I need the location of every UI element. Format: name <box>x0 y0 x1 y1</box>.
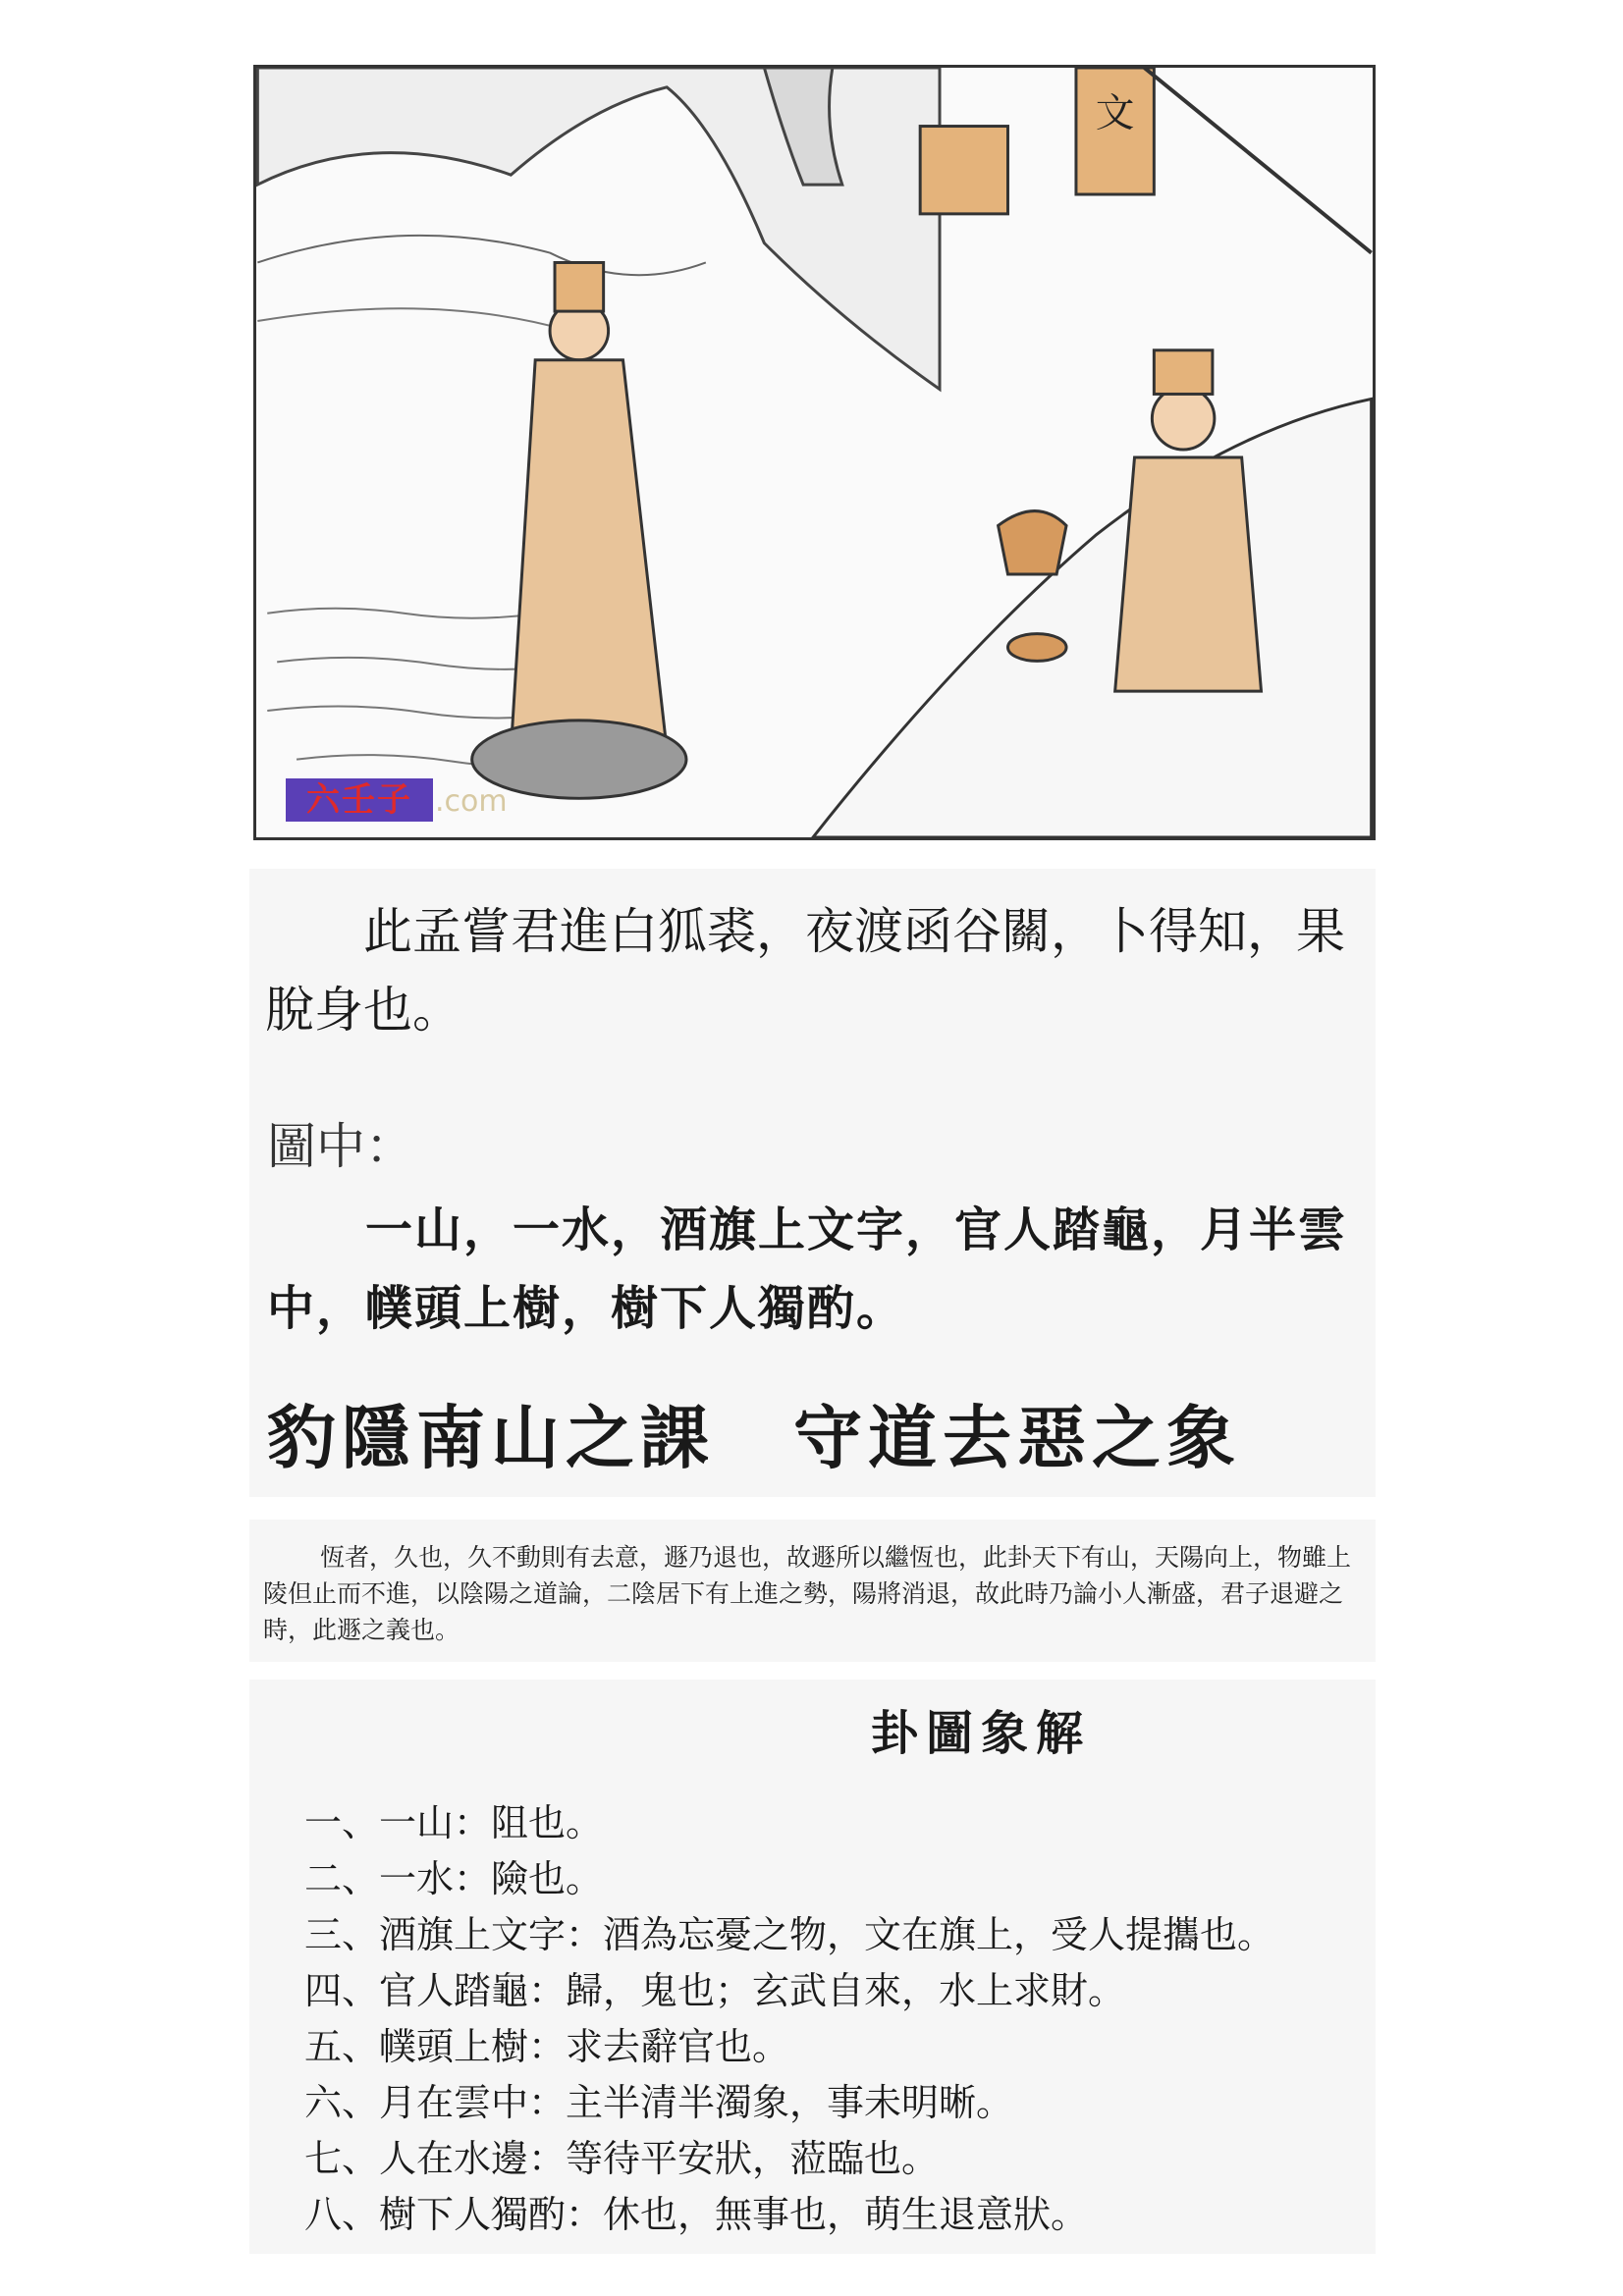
list-item: 六、月在雲中：主半清半濁象，事未明晰。 <box>304 2081 1014 2124</box>
list-item: 一、一山：阻也。 <box>304 1801 604 1844</box>
figure-description: 一山，一水，酒旗上文字，官人踏龜，月半雲中，幞頭上樹，樹下人獨酌。 <box>267 1202 1348 1336</box>
story-panel <box>249 869 1376 1497</box>
list-item: 二、一水：險也。 <box>304 1857 604 1900</box>
story-illustration <box>253 65 1376 840</box>
divination-title <box>267 1394 1367 1482</box>
list-item: 四、官人踏龜：歸，鬼也；玄武自來，水上求財。 <box>304 1969 1126 2012</box>
watermark-suffix: .com <box>435 784 508 819</box>
standing-official-figure <box>511 262 667 749</box>
list-item: 七、人在水邊：等待平安狀，蒞臨也。 <box>304 2137 940 2180</box>
illustration-drawing <box>256 68 1373 837</box>
divination-title-left: 豹隱南山之課 <box>267 1397 715 1478</box>
list-item: 三、酒旗上文字：酒為忘憂之物，文在旗上，受人提攜也。 <box>304 1913 1275 1956</box>
interpretation-title: 卦圖象解 <box>870 1706 1091 1761</box>
list-item: 八、樹下人獨酌：休也，無事也，萌生退意狀。 <box>304 2193 1089 2236</box>
figure-label: 圖中： <box>267 1118 414 1175</box>
hexagram-panel <box>249 1520 1376 1662</box>
watermark-logo: 六壬子 <box>286 778 433 822</box>
story-text: 此孟嘗君進白狐裘，夜渡函谷關，卜得知，果脫身也。 <box>265 903 1345 1039</box>
seated-official-figure <box>1115 350 1262 691</box>
wine-cup <box>1007 634 1066 662</box>
list-item: 五、幞頭上樹：求去辭官也。 <box>304 2025 790 2068</box>
interpretation-panel <box>249 1680 1376 2254</box>
interpretation-list <box>304 1795 1274 2243</box>
divination-title-right: 守道去惡之象 <box>793 1397 1241 1478</box>
banner-text: 文 <box>1095 90 1135 136</box>
hexagram-explanation: 恆者，久也，久不動則有去意，遯乃退也，故遯所以繼恆也，此卦天下有山，天陽向上，物雖上陵但止而不進，以陰陽之道論，二陰居下有上進之勢，陽將消退，故此時乃論小人漸盛，君子退避之時，此遯之義也。 <box>263 1543 1352 1644</box>
wine-pot <box>999 511 1066 575</box>
